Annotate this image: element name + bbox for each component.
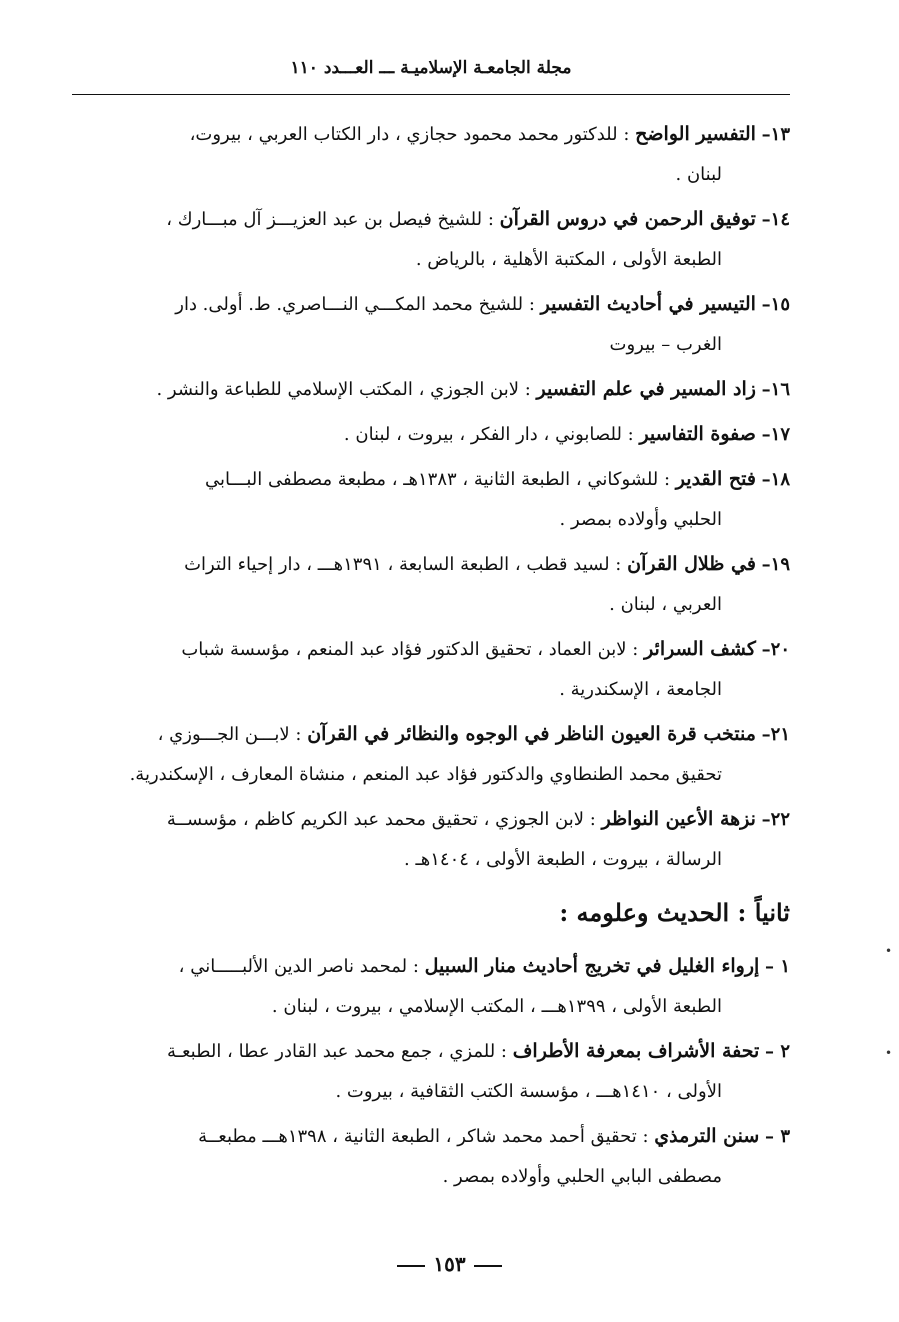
reference-number: ٢٠– <box>761 639 790 660</box>
reference-title: توفيق الرحمن في دروس القرآن <box>499 208 756 230</box>
reference-number: ١٣– <box>761 124 790 145</box>
reference-details: : للمزي ، جمع محمد عبد القادر عطا ، الطبعـة <box>167 1041 507 1062</box>
reference-details: : لمحمد ناصر الدين الألبـــــاني ، <box>178 956 419 977</box>
reference-title: التيسير في أحاديث التفسير <box>540 293 756 315</box>
reference-continuation: مصطفى البابي الحلبي وأولاده بمصر . <box>442 1166 722 1187</box>
reference-continuation: الحلبي وأولاده بمصر . <box>559 509 722 530</box>
reference-item <box>72 714 790 795</box>
reference-number: ٢ – <box>765 1041 790 1062</box>
reference-title: نزهة الأعين النواظر <box>601 808 756 830</box>
reference-title: سنن الترمذي <box>654 1125 760 1147</box>
reference-continuation: الطبعة الأولى ، ١٣٩٩هـــ ، المكتب الإسلامي ، بيروت ، لبنان . <box>271 996 722 1017</box>
reference-item <box>72 284 790 365</box>
reference-continuation: الأولى ، ١٤١٠هـــ ، مؤسسة الكتب الثقافية ، بيروت . <box>335 1081 722 1102</box>
reference-number: ١٤– <box>761 209 790 230</box>
reference-details: : للصابوني ، دار الفكر ، بيروت ، لبنان . <box>343 424 634 445</box>
reference-continuation: الغرب – بيروت <box>609 334 722 355</box>
page-footer <box>0 1252 899 1276</box>
reference-number: ١٥– <box>761 294 790 315</box>
reference-item <box>72 199 790 280</box>
reference-number: ١٦– <box>761 379 790 400</box>
section-heading-hadith: ثانياً : الحديث وعلومه : <box>559 898 790 927</box>
reference-details: : للشوكاني ، الطبعة الثانية ، ١٣٨٣هـ ، مطبعة مصطفى البـــابي <box>205 469 671 490</box>
reference-item <box>72 799 790 880</box>
reference-item <box>72 629 790 710</box>
reference-item <box>72 114 790 195</box>
reference-details: : للشيخ محمد المكـــي النـــاصري. ط. أولى. دار <box>175 294 535 315</box>
reference-list-hadith <box>72 946 790 1201</box>
reference-title: منتخب قرة العيون الناظر في الوجوه والنظائر في القرآن <box>307 723 756 745</box>
reference-title: كشف السرائر <box>644 638 756 660</box>
footer-dash-left <box>474 1265 502 1267</box>
reference-details: : تحقيق أحمد محمد شاكر ، الطبعة الثانية ، ١٣٩٨هـــ مطبعــة <box>198 1126 649 1147</box>
reference-item <box>72 946 790 1027</box>
reference-number: ٣ – <box>765 1126 790 1147</box>
page-number: ١٥٣ <box>433 1252 466 1276</box>
reference-list-tafsir <box>72 114 790 884</box>
reference-continuation: الرسالة ، بيروت ، الطبعة الأولى ، ١٤٠٤هـ . <box>404 849 722 870</box>
reference-details: : للدكتور محمد محمود حجازي ، دار الكتاب العربي ، بيروت، <box>189 124 630 145</box>
reference-title: في ظلال القرآن <box>627 553 756 575</box>
reference-continuation: الجامعة ، الإسكندرية . <box>559 679 722 700</box>
reference-title: التفسير الواضح <box>635 123 756 145</box>
reference-title: تحفة الأشراف بمعرفة الأطراف <box>512 1040 760 1062</box>
reference-title: صفوة التفاسير <box>639 423 756 445</box>
running-header: مجلة الجامعـة الإسلاميـة ـــ العـــدد ١١٠ <box>290 58 572 78</box>
reference-details: : لابـــن الجـــوزي ، <box>157 724 302 745</box>
margin-mark: • <box>885 1046 893 1060</box>
reference-continuation: تحقيق محمد الطنطاوي والدكتور فؤاد عبد المنعم ، منشاة المعارف ، الإسكندرية. <box>129 764 722 785</box>
reference-number: ١ – <box>765 956 790 977</box>
reference-details: : لسيد قطب ، الطبعة السابعة ، ١٣٩١هـــ ، دار إحياء التراث <box>184 554 622 575</box>
reference-item <box>72 414 790 455</box>
reference-number: ١٧– <box>761 424 790 445</box>
reference-details: : لابن العماد ، تحقيق الدكتور فؤاد عبد المنعم ، مؤسسة شباب <box>181 639 639 660</box>
reference-continuation: لبنان . <box>675 164 722 185</box>
reference-item <box>72 369 790 410</box>
reference-continuation: العربي ، لبنان . <box>609 594 722 615</box>
reference-number: ١٨– <box>761 469 790 490</box>
reference-item <box>72 544 790 625</box>
reference-number: ٢٢– <box>761 809 790 830</box>
reference-item <box>72 1116 790 1197</box>
reference-details: : للشيخ فيصل بن عبد العزيـــز آل مبـــارك ، <box>166 209 494 230</box>
reference-number: ٢١– <box>761 724 790 745</box>
footer-dash-right <box>397 1265 425 1267</box>
reference-title: فتح القدير <box>675 468 756 490</box>
reference-details: : لابن الجوزي ، المكتب الإسلامي للطباعة والنشر . <box>156 379 531 400</box>
reference-item <box>72 1031 790 1112</box>
reference-item <box>72 459 790 540</box>
margin-mark: • <box>885 944 893 958</box>
header-divider <box>72 94 790 95</box>
reference-number: ١٩– <box>761 554 790 575</box>
reference-details: : لابن الجوزي ، تحقيق محمد عبد الكريم كاظم ، مؤسســة <box>166 809 596 830</box>
reference-title: زاد المسير في علم التفسير <box>536 378 756 400</box>
reference-title: إرواء الغليل في تخريج أحاديث منار السبيل <box>424 955 760 977</box>
reference-continuation: الطبعة الأولى ، المكتبة الأهلية ، بالرياض . <box>415 249 722 270</box>
